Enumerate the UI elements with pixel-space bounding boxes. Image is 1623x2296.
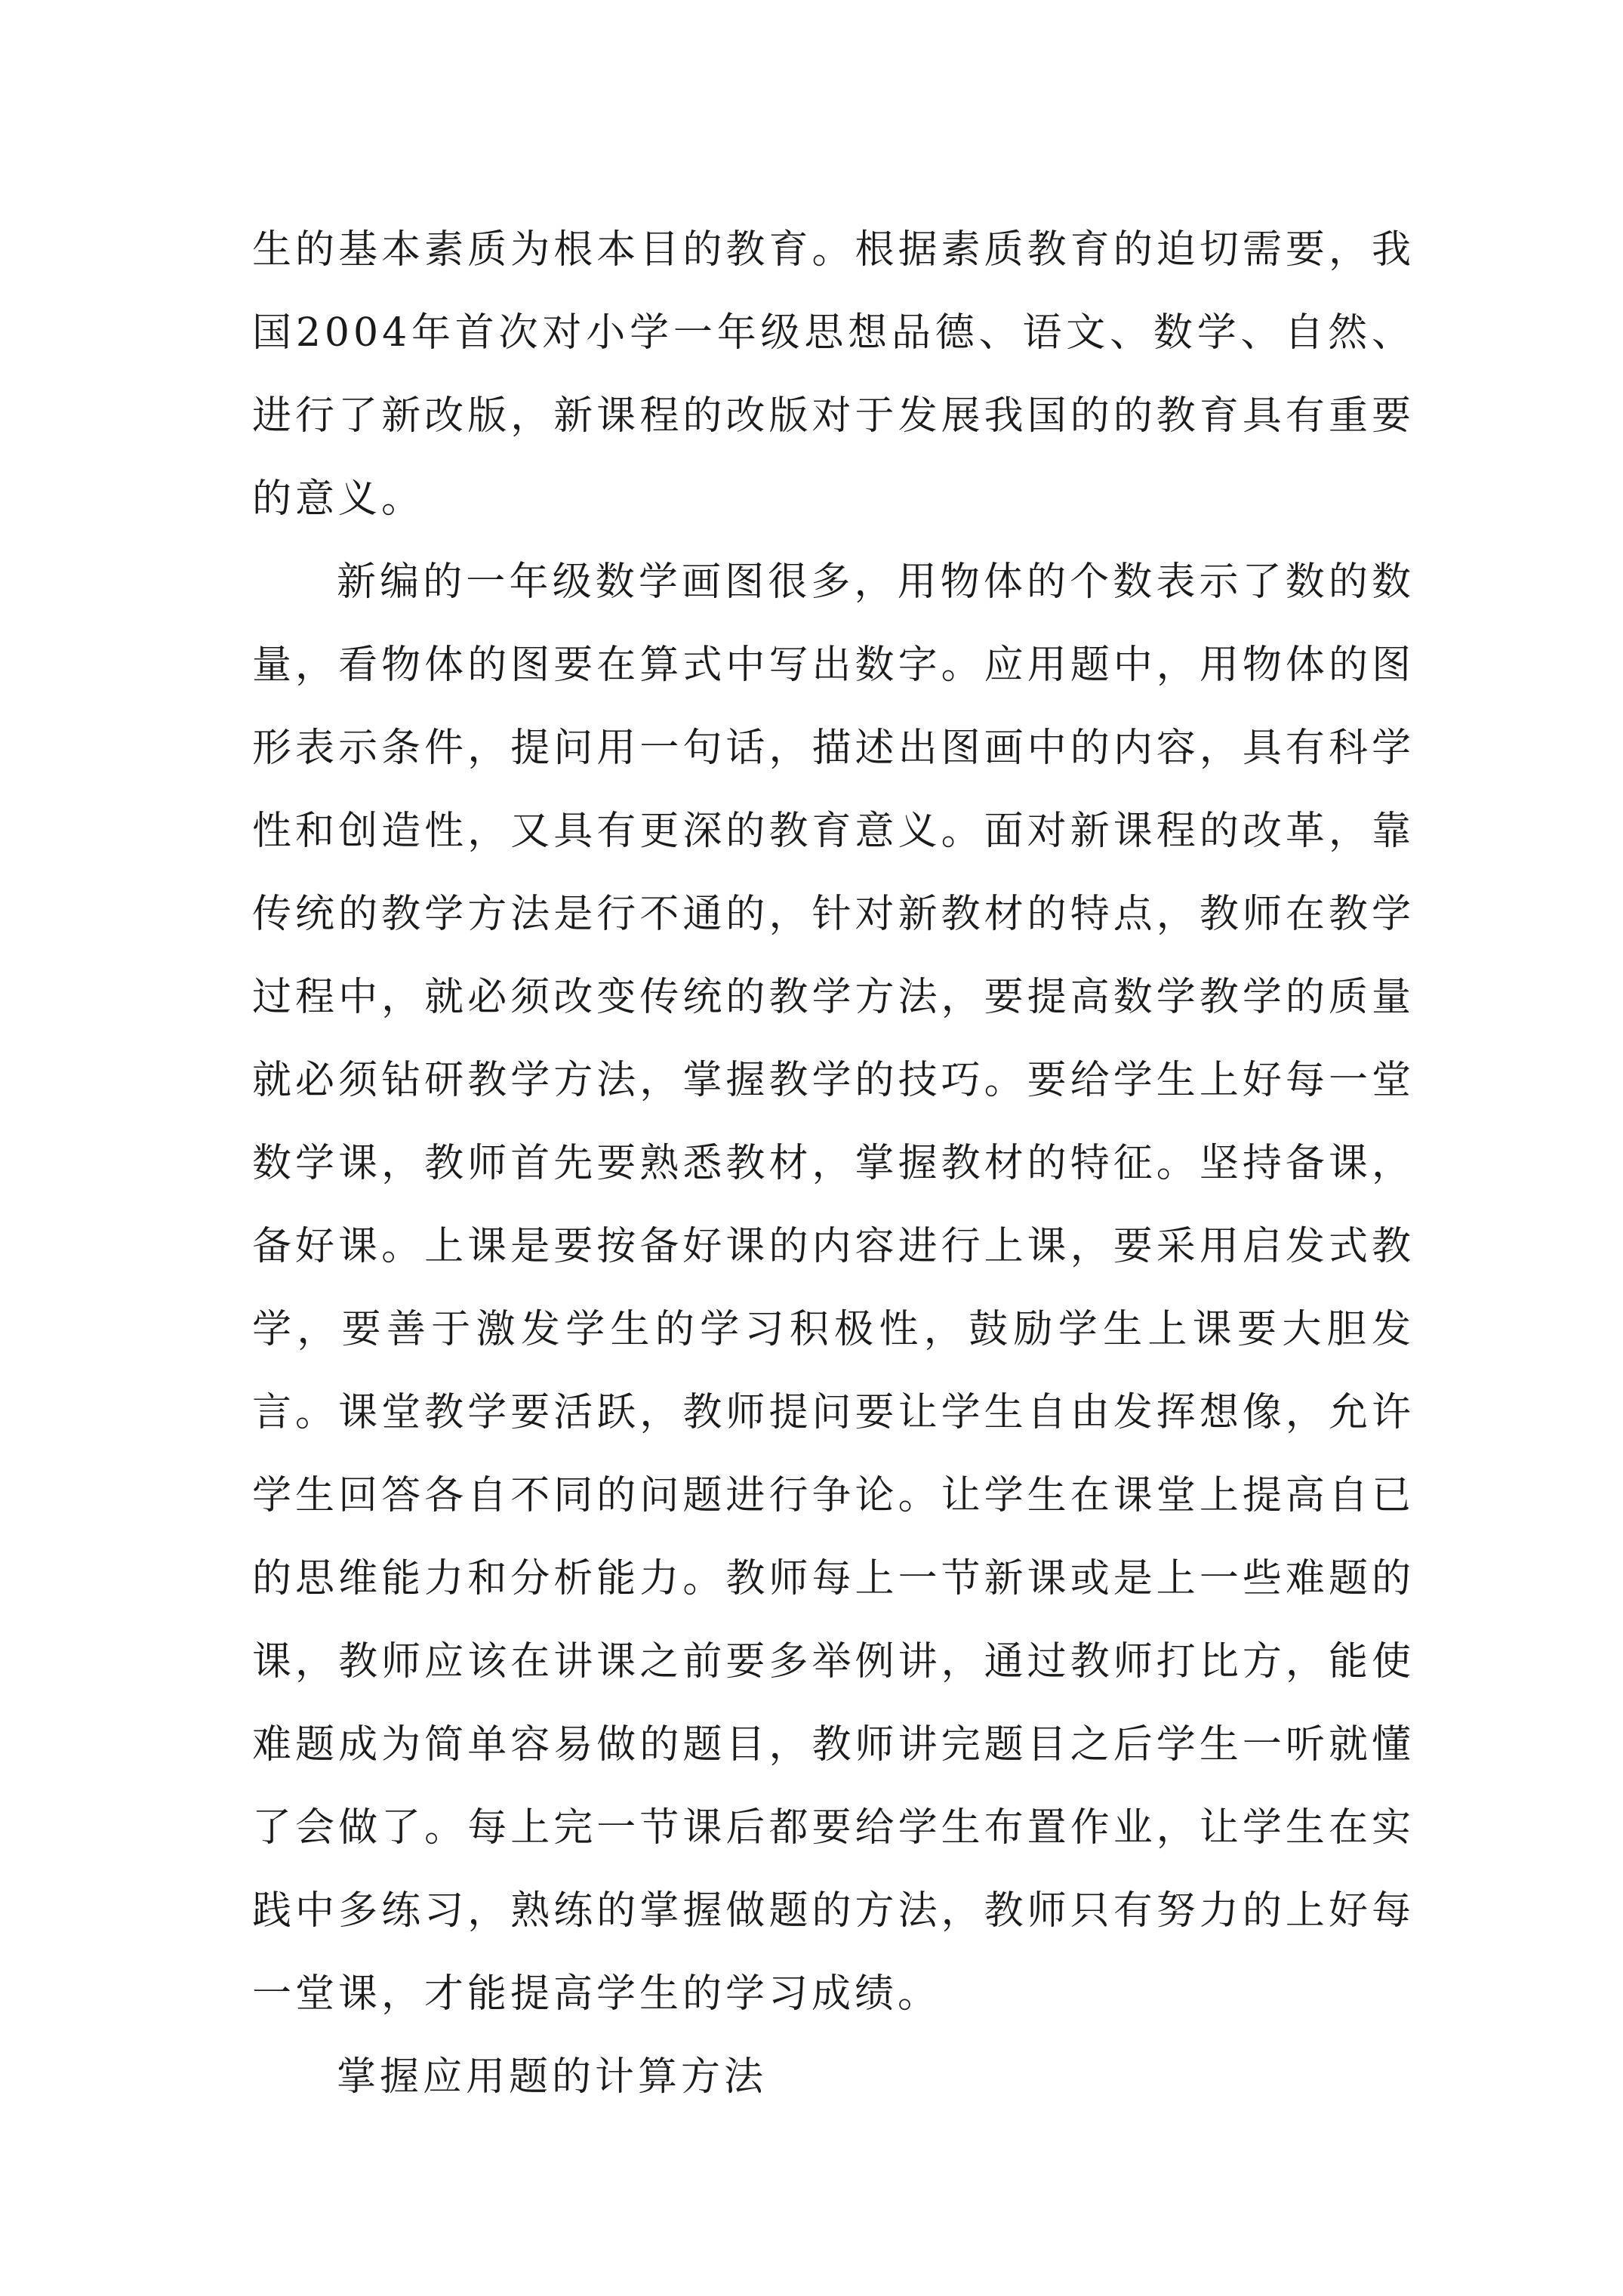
- document-body: [252, 208, 1415, 2119]
- paragraph-body: 新编的一年级数学画图很多，用物体的个数表示了数的数量，看物体的图要在算式中写出数字。应用题中，用物体的图形表示条件，提问用一句话，描述出图画中的内容，具有科学性和创造性，又具有更深的教育意义。面对新课程的改革，靠传统的教学方法是行不通的，针对新教材的特点，教师在教学过程中，就必须改变传统的教学方法，要提高数学教学的质量就必须钻研教学方法，掌握教学的技巧。要给学生上好每一堂数学课，教师首先要熟悉教材，掌握教材的特征。坚持备课，备好课。上课是要按备好课的内容进行上课，要采用启发式教学，要善于激发学生的学习积极性，鼓励学生上课要大胆发言。课堂教学要活跃，教师提问要让学生自由发挥想像，允许学生回答各自不同的问题进行争论。让学生在课堂上提高自已的思维能力和分析能力。教师每上一节新课或是上一些难题的课，教师应该在讲课之前要多举例讲，通过教师打比方，能使难题成为简单容易做的题目，教师讲完题目之后学生一听就懂了会做了。每上完一节课后都要给学生布置作业，让学生在实践中多练习，熟练的掌握做题的方法，教师只有努力的上好每一堂课，才能提高学生的学习成绩。: [252, 559, 1415, 2017]
- paragraph-continued: 生的基本素质为根本目的教育。根据素质教育的迫切需要，我国2004年首次对小学一年级思想品德、语文、数学、自然、进行了新改版，新课程的改版对于发展我国的的教育具有重要的意义。: [252, 227, 1415, 522]
- section-heading: 掌握应用题的计算方法: [337, 2054, 768, 2100]
